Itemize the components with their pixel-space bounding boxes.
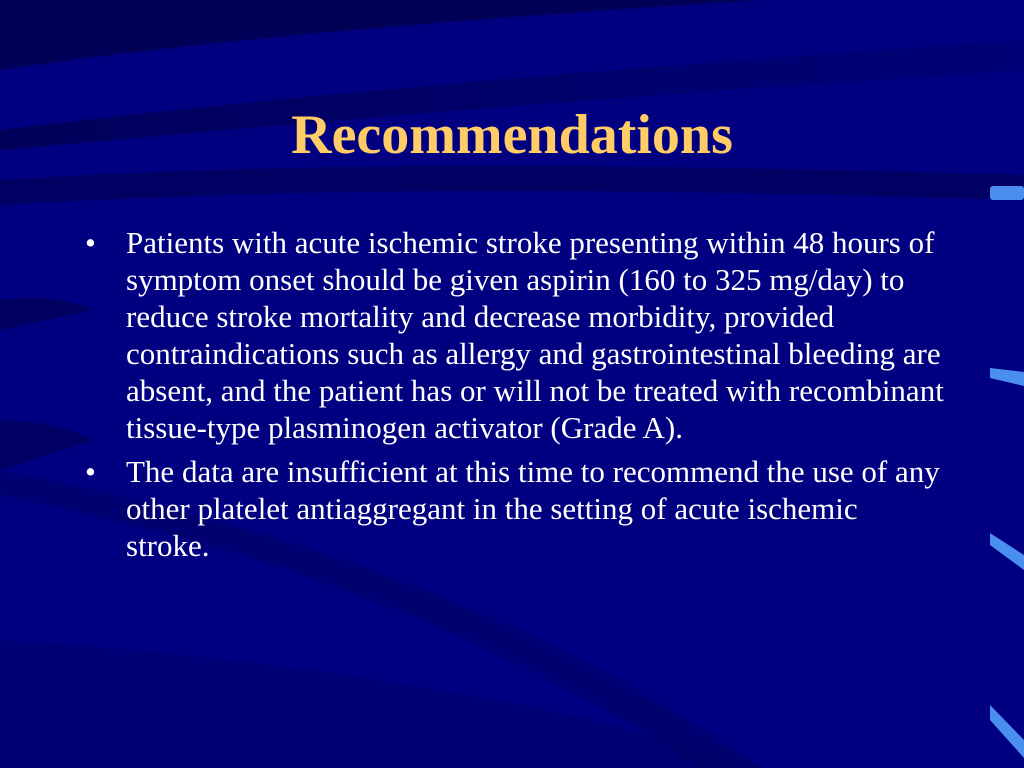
bullet-list (85, 224, 945, 571)
accent-bar-1 (990, 186, 1024, 200)
bullet-item (85, 224, 945, 446)
bullet-marker: • (85, 225, 96, 260)
bullet-text: Patients with acute ischemic stroke presenting within 48 hours of symptom onset should be given aspirin (160 to 325 mg/day) to reduce stroke mortality and decrease morbidity, provided contraindications such as allergy and gastrointestinal bleeding are absent, and the patient has or will not be treated with recombinant tissue-type plasminogen activator (Grade A). (126, 225, 944, 445)
bullet-item (85, 453, 945, 564)
bullet-marker: • (85, 454, 96, 489)
bullet-text: The data are insufficient at this time to recommend the use of any other platelet antiaggregant in the setting of acute ischemic stroke. (126, 454, 940, 563)
slide-title: Recommendations (291, 104, 733, 166)
